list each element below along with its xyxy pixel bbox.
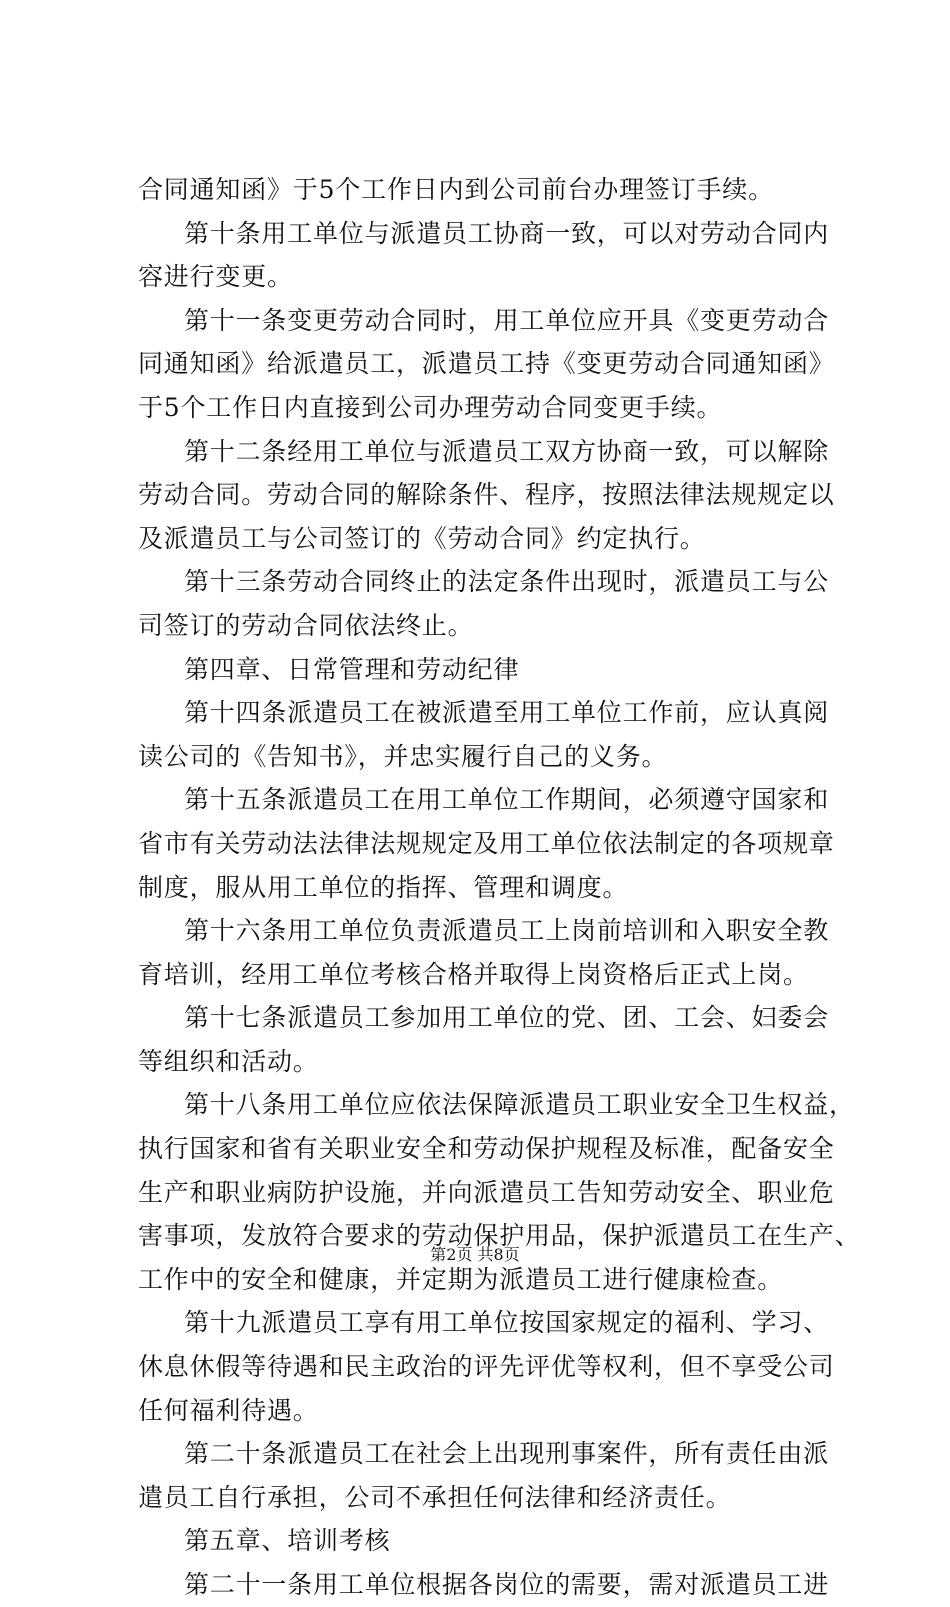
text-line: 生产和职业病防护设施，并向派遣员工告知劳动安全、职业危: [138, 1177, 835, 1207]
text-line: 读公司的《告知书》，并忠实履行自己的义务。: [138, 741, 668, 771]
text-line: 第十条用工单位与派遣员工协商一致，可以对劳动合同内: [184, 218, 830, 248]
text-line: 休息休假等待遇和民主政治的评先评优等权利，但不享受公司: [138, 1352, 835, 1382]
text-line: 容进行变更。: [138, 262, 293, 292]
text-line: 第十三条劳动合同终止的法定条件出现时，派遣员工与公: [184, 567, 830, 597]
text-line: 等组织和活动。: [138, 1046, 319, 1076]
text-line: 第十二条经用工单位与派遣员工双方协商一致，可以解除: [184, 436, 830, 466]
text-line: 第二十条派遣员工在社会上出现刑事案件，所有责任由派: [184, 1439, 830, 1469]
text-line: 司签订的劳动合同依法终止。: [138, 610, 474, 640]
text-line: 育培训，经用工单位考核合格并取得上岗资格后正式上岗。: [138, 959, 809, 989]
text-line: 省市有关劳动法法律法规规定及用工单位依法制定的各项规章: [138, 828, 835, 858]
text-line: 劳动合同。劳动合同的解除条件、程序，按照法律法规规定以: [138, 480, 835, 510]
text-line: 第二十一条用工单位根据各岗位的需要，需对派遣员工进: [184, 1570, 830, 1599]
text-line: 执行国家和省有关职业安全和劳动保护规程及标准，配备安全: [138, 1134, 835, 1164]
text-line: 第十七条派遣员工参加用工单位的党、团、工会、妇委会: [184, 1003, 830, 1033]
text-line: 合同通知函》于5个工作日内到公司前台办理签订手续。: [138, 175, 774, 204]
text-line: 第十八条用工单位应依法保障派遣员工职业安全卫生权益，: [184, 1090, 855, 1120]
text-line: 第十五条派遣员工在用工单位工作期间，必须遵守国家和: [184, 785, 830, 815]
text-line: 第五章、培训考核: [184, 1526, 391, 1556]
document-body: [138, 168, 861, 1607]
text-line: 害事项，发放符合要求的劳动保护用品，保护派遣员工在生产、: [138, 1221, 861, 1251]
text-line: 第十六条用工单位负责派遣员工上岗前培训和入职安全教: [184, 916, 830, 946]
text-line: 第十九派遣员工享有用工单位按国家规定的福利、学习、: [184, 1308, 830, 1338]
text-line: 第十一条变更劳动合同时，用工单位应开具《变更劳动合: [184, 305, 830, 335]
text-line: 第四章、日常管理和劳动纪律: [184, 654, 520, 684]
text-line: 同通知函》给派遣员工，派遣员工持《变更劳动合同通知函》: [138, 349, 835, 379]
text-line: 遣员工自行承担，公司不承担任何法律和经济责任。: [138, 1482, 732, 1512]
text-line: 制度，服从用工单位的指挥、管理和调度。: [138, 872, 629, 902]
text-line: 任何福利待遇。: [138, 1395, 319, 1425]
page-footer: 第2页 共8页: [430, 1245, 520, 1264]
text-line: 及派遣员工与公司签订的《劳动合同》约定执行。: [138, 523, 706, 553]
text-line: 工作中的安全和健康，并定期为派遣员工进行健康检查。: [138, 1264, 784, 1294]
text-line: 第十四条派遣员工在被派遣至用工单位工作前，应认真阅: [184, 698, 830, 728]
text-line: 于5个工作日内直接到公司办理劳动合同变更手续。: [138, 392, 723, 422]
